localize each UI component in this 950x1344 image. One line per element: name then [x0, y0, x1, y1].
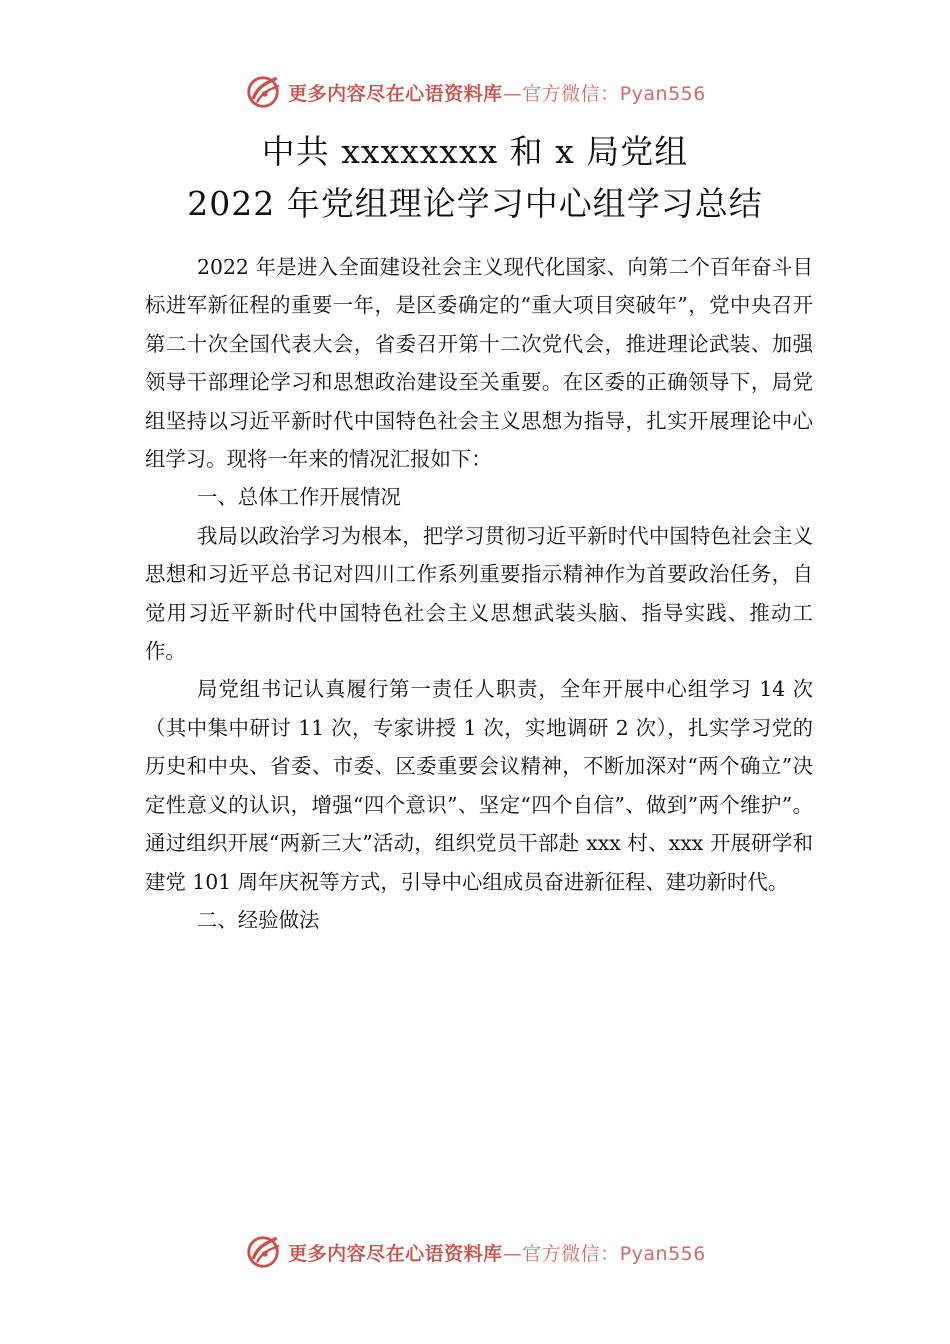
paragraph-overview: 我局以政治学习为根本，把学习贯彻习近平新时代中国特色社会主义思想和习近平总书记对四川工作系列重要指示精神作为首要政治任务，自觉用习近平新时代中国特色社会主义思想武装头脑、指导实践、推动工作。	[145, 523, 813, 664]
banner-separator: —	[502, 82, 523, 105]
logo-icon	[244, 73, 282, 111]
banner-wechat-id: Pyan556	[619, 82, 706, 105]
paragraph-intro: 2022 年是进入全面建设社会主义现代化国家、向第二个百年奋斗目标进军新征程的重要一年，是区委确定的“重大项目突破年”，党中央召开第二十次全国代表大会，省委召开第十二次党代会，推进理论武装、加强领导干部理论学习和思想政治建设至关重要。在区委的正确领导下，局党组坚持以习近平新时代中国特色社会主义思想为指导，扎实开展理论中心组学习。现将一年来的情况汇报如下：	[145, 255, 813, 472]
banner-wechat-label: 官方微信：	[522, 1242, 620, 1265]
section-heading-2: 二、经验做法	[197, 907, 320, 932]
paragraph-details: 局党组书记认真履行第一责任人职责，全年开展中心组学习 14 次（其中集中研讨 11 次，专家讲授 1 次，实地调研 2 次），扎实学习党的历史和中央、省委、市委、区委重要会议精神，不断加深对“两个确立”决定性意义的认识，增强“四个意识”、坚定“四个自信”、做到”两个维护”。通过组织开展“两新三大”活动，组织党员干部赴 xxx 村、xxx 开展研学和建党 101 周年庆祝等方式，引导中心组成员奋进新征程、建功新时代。	[145, 677, 813, 894]
document-body	[145, 248, 813, 939]
banner-site-text: 更多内容尽在心语资料库	[288, 1242, 503, 1265]
section-heading-1: 一、总体工作开展情况	[197, 485, 401, 510]
logo-icon	[244, 1233, 282, 1271]
footer-banner	[0, 1230, 950, 1274]
header-banner	[0, 70, 950, 114]
banner-wechat-label: 官方微信：	[522, 82, 620, 105]
banner-separator: —	[502, 1242, 523, 1265]
document-title-line-2: 2022 年党组理论学习中心组学习总结	[187, 184, 763, 223]
banner-text	[288, 1239, 706, 1266]
banner-text	[288, 79, 706, 106]
document-title-line-1: 中共 xxxxxxxx 和 x 局党组	[261, 132, 689, 171]
banner-wechat-id: Pyan556	[619, 1242, 706, 1265]
banner-site-text: 更多内容尽在心语资料库	[288, 82, 503, 105]
